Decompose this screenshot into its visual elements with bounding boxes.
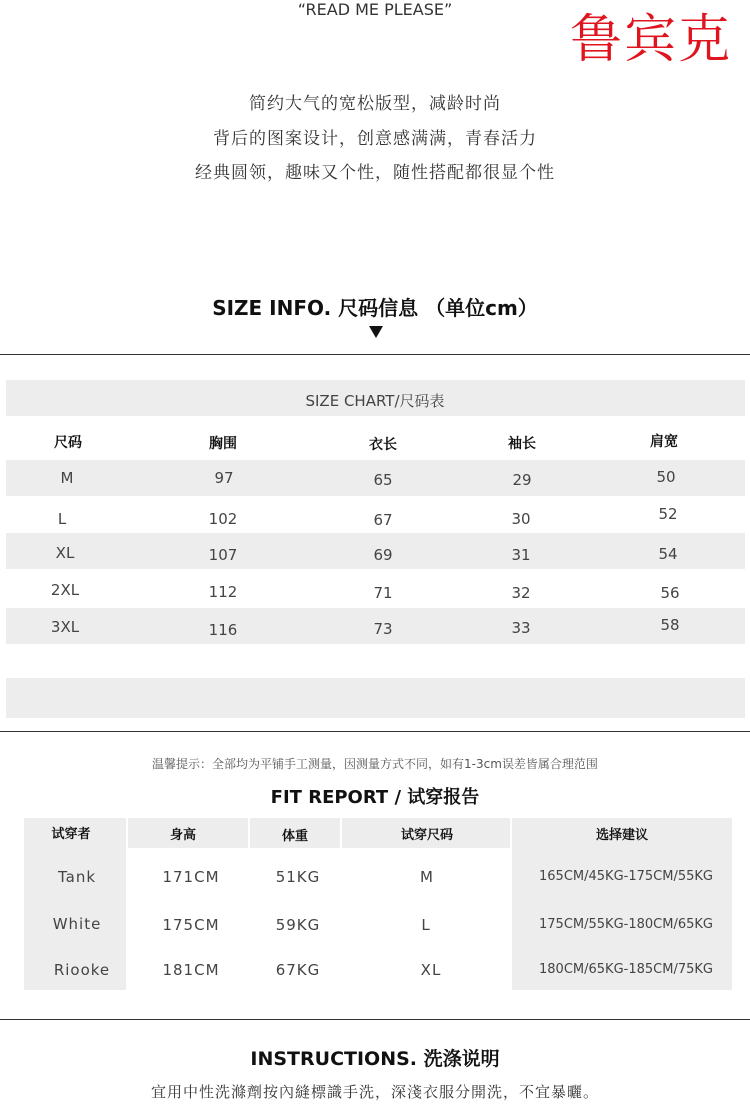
fit-header-wearer: 试穿者 — [51, 827, 91, 842]
size-suggestion: 175CM/55KG-180CM/65KG — [539, 917, 713, 932]
length-cell: 67 — [373, 511, 393, 529]
wearer-name: Tank — [57, 868, 97, 886]
divider — [0, 731, 750, 732]
wearer-size: XL — [420, 961, 442, 979]
col-header-length: 衣长 — [369, 437, 397, 453]
size-cell: M — [60, 469, 74, 487]
fit-header-size: 试穿尺码 — [400, 828, 453, 843]
wearer-height: 171CM — [162, 868, 220, 886]
measurement-note: 温馨提示：全部均为平铺手工测量，因测量方式不同，如有1-3cm误差皆属合理范围 — [152, 757, 598, 771]
chest-cell: 112 — [208, 583, 238, 601]
size-suggestion: 180CM/65KG-185CM/75KG — [539, 962, 713, 977]
divider — [0, 354, 750, 355]
table-footer-band — [6, 678, 745, 718]
wearer-weight: 51KG — [275, 868, 321, 886]
col-header-sleeve: 袖长 — [508, 436, 536, 452]
sleeve-cell: 31 — [511, 546, 531, 564]
intro-line-3: 经典圆领，趣味又个性，随性搭配都很显个性 — [195, 163, 555, 183]
size-cell: 3XL — [50, 618, 80, 636]
fit-report-title: FIT REPORT / 试穿报告 — [270, 787, 480, 808]
shoulder-cell: 58 — [660, 616, 680, 634]
length-cell: 65 — [373, 471, 393, 489]
divider — [0, 1019, 750, 1020]
wearer-size: L — [421, 916, 431, 934]
brand-logo: 鲁宾克 — [569, 10, 732, 70]
col-header-shoulder: 肩宽 — [650, 434, 678, 450]
chest-cell: 107 — [208, 546, 238, 564]
col-header-size: 尺码 — [54, 435, 82, 451]
sleeve-cell: 29 — [512, 471, 532, 489]
size-info-title: SIZE INFO. 尺码信息 （单位cm） — [212, 296, 538, 320]
length-cell: 71 — [373, 584, 393, 602]
wearer-height: 175CM — [162, 916, 220, 934]
fit-header-weight: 体重 — [281, 829, 308, 844]
wearer-height: 181CM — [162, 961, 220, 979]
wearer-weight: 59KG — [275, 916, 321, 934]
fit-header-height: 身高 — [169, 828, 196, 843]
intro-line-2: 背后的图案设计，创意感满满，青春活力 — [213, 129, 537, 149]
intro-line-1: 简约大气的宽松版型，减龄时尚 — [249, 94, 501, 114]
shoulder-cell: 56 — [660, 584, 680, 602]
fit-header-suggestion: 选择建议 — [595, 828, 648, 843]
shoulder-cell: 50 — [656, 468, 676, 486]
size-cell: 2XL — [50, 581, 80, 599]
sleeve-cell: 33 — [511, 619, 531, 637]
instructions-text: 宜用中性洗滌劑按內縫標識手洗，深淺衣服分開洗，不宜暴曬。 — [150, 1083, 599, 1101]
length-cell: 69 — [373, 546, 393, 564]
wearer-weight: 67KG — [275, 961, 321, 979]
sleeve-cell: 32 — [511, 584, 531, 602]
sleeve-cell: 30 — [511, 510, 531, 528]
wearer-size: M — [420, 868, 434, 886]
wearer-name: White — [52, 915, 102, 933]
chest-cell: 116 — [208, 621, 238, 639]
read-me-heading: “READ ME PLEASE” — [297, 0, 453, 19]
size-suggestion: 165CM/45KG-175CM/55KG — [539, 869, 713, 884]
size-cell: L — [57, 510, 67, 528]
wearer-name: Riooke — [53, 961, 111, 979]
length-cell: 73 — [373, 620, 393, 638]
size-chart-title: SIZE CHART/尺码表 — [305, 392, 445, 410]
chest-cell: 102 — [208, 510, 238, 528]
chest-cell: 97 — [214, 469, 234, 487]
size-cell: XL — [55, 544, 75, 562]
down-triangle-icon — [369, 326, 383, 338]
shoulder-cell: 52 — [658, 505, 678, 523]
instructions-title: INSTRUCTIONS. 洗涤说明 — [250, 1048, 500, 1070]
shoulder-cell: 54 — [658, 545, 678, 563]
col-header-chest: 胸围 — [209, 436, 237, 452]
